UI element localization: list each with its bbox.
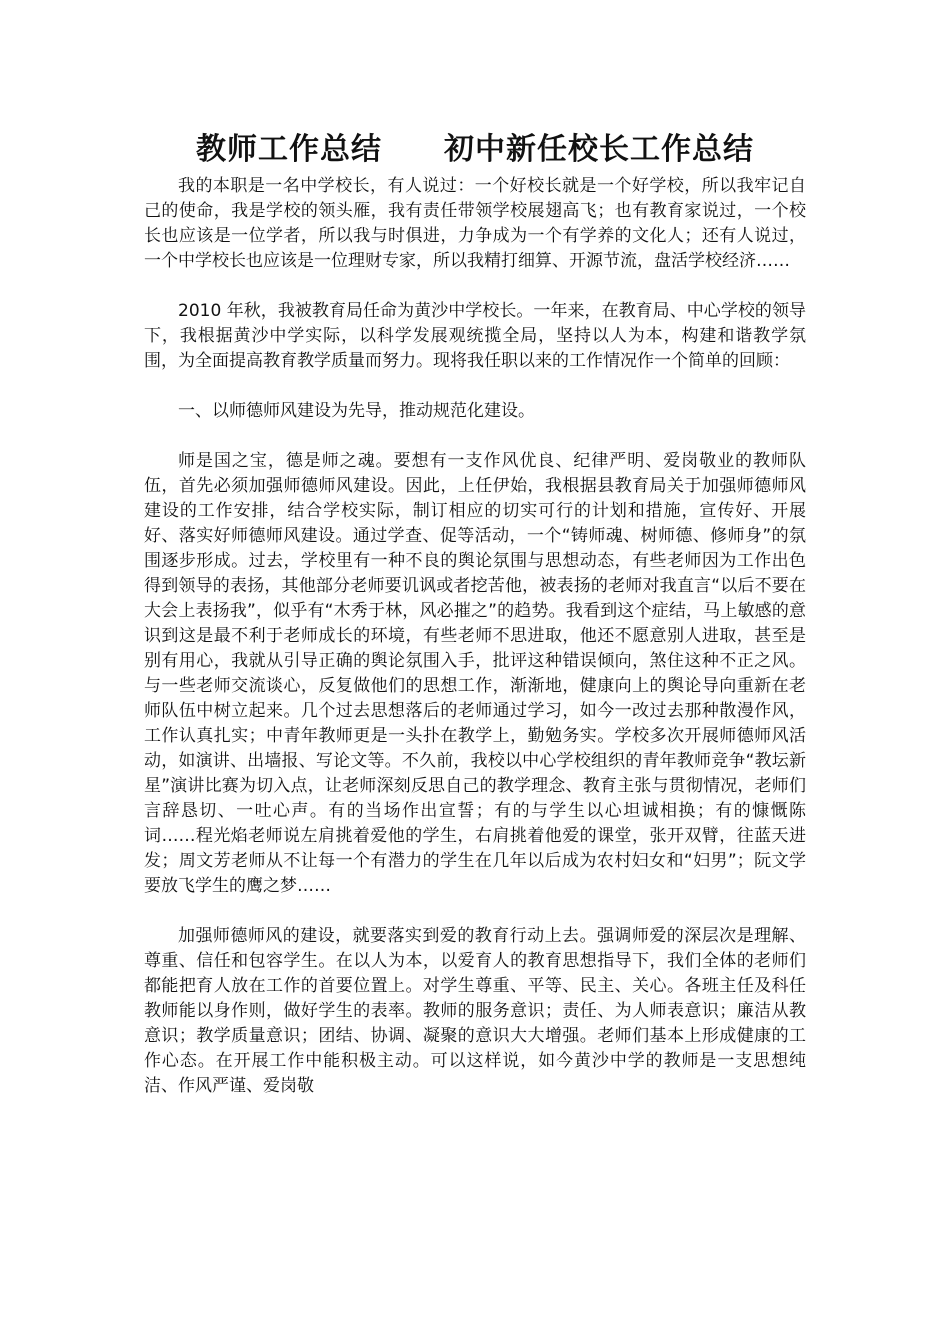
section-heading-1: 一、以师德师风建设为先导，推动规范化建设。 (178, 401, 535, 421)
paragraph-intro: 我的本职是一名中学校长，有人说过：一个好校长就是一个好学校，所以我牢记自己的使命，我是学校的领头雁，我有责任带领学校展翅高飞；也有教育家说过，一个校长也应该是一位学者，所以我与时俱进，力争成为一个有学养的文化人；还有人说过，一个中学校长也应该是一位理财专家，所以我精打细算、开源节流，盘活学校经济…… (144, 176, 806, 271)
paragraph-love-education: 加强师德师风的建设，就要落实到爱的教育行动上去。强调师爱的深层次是理解、尊重、信任和包容学生。在以人为本，以爱育人的教育思想指导下，我们全体的老师们都能把育人放在工作的首要位置上。对学生尊重、平等、民主、关心。各班主任及科任教师能以身作则，做好学生的表率。教师的服务意识；责任、为人师表意识；廉洁从教意识；教学质量意识；团结、协调、凝聚的意识大大增强。老师们基本上形成健康的工作心态。在开展工作中能积极主动。可以这样说，如今黄沙中学的教师是一支思想纯洁、作风严谨、爱岗敬 (144, 926, 806, 1096)
document-body (144, 174, 806, 1124)
paragraph-appointment: 2010 年秋，我被教育局任命为黄沙中学校长。一年来，在教育局、中心学校的领导下，我根据黄沙中学实际，以科学发展观统揽全局，坚持以人为本，构建和谐教学氛围，为全面提高教育教学质量而努力。现将我任职以来的工作情况作一个简单的回顾： (144, 301, 806, 371)
page-title: 教师工作总结 初中新任校长工作总结 (196, 132, 754, 167)
paragraph-teacher-ethics: 师是国之宝，德是师之魂。要想有一支作风优良、纪律严明、爱岗敬业的教师队伍，首先必须加强师德师风建设。因此，上任伊始，我根据县教育局关于加强师德师风建设的工作安排，结合学校实际，制订相应的切实可行的计划和措施，宣传好、开展好、落实好师德师风建设。通过学查、促等活动，一个“铸师魂、树师德、修师身”的氛围逐步形成。过去，学校里有一种不良的舆论氛围与思想动态，有些老师因为工作出色得到领导的表扬，其他部分老师要讥讽或者挖苦他，被表扬的老师对我直言“以后不要在大会上表扬我”，似乎有“木秀于林，风必摧之”的趋势。我看到这个症结，马上敏感的意识到这是最不利于老师成长的环境，有些老师不思进取，他还不愿意别人进取，甚至是别有用心，我就从引导正确的舆论氛围入手，批评这种错误倾向，煞住这种不正之风。与一些老师交流谈心，反复做他们的思想工作，渐渐地，健康向上的舆论导向重新在老师队伍中树立起来。几个过去思想落后的老师通过学习，如今一改过去那种散漫作风，工作认真扎实；中青年教师更是一头扑在教学上，勤勉务实。学校多次开展师德师风活动，如演讲、出墙报、写论文等。不久前，我校以中心学校组织的青年教师竞争“教坛新星”演讲比赛为切入点，让老师深刻反思自己的教学理念、教育主张与贯彻情况，老师们言辞恳切、一吐心声。有的当场作出宣誓；有的与学生以心坦诚相换；有的慷慨陈词……程光焰老师说左肩挑着爱他的学生，右肩挑着他爱的课堂，张开双臂，往蓝天进发；周文芳老师从不让每一个有潜力的学生在几年以后成为农村妇女和“妇男”；阮文学要放飞学生的鹰之梦…… (144, 451, 806, 896)
